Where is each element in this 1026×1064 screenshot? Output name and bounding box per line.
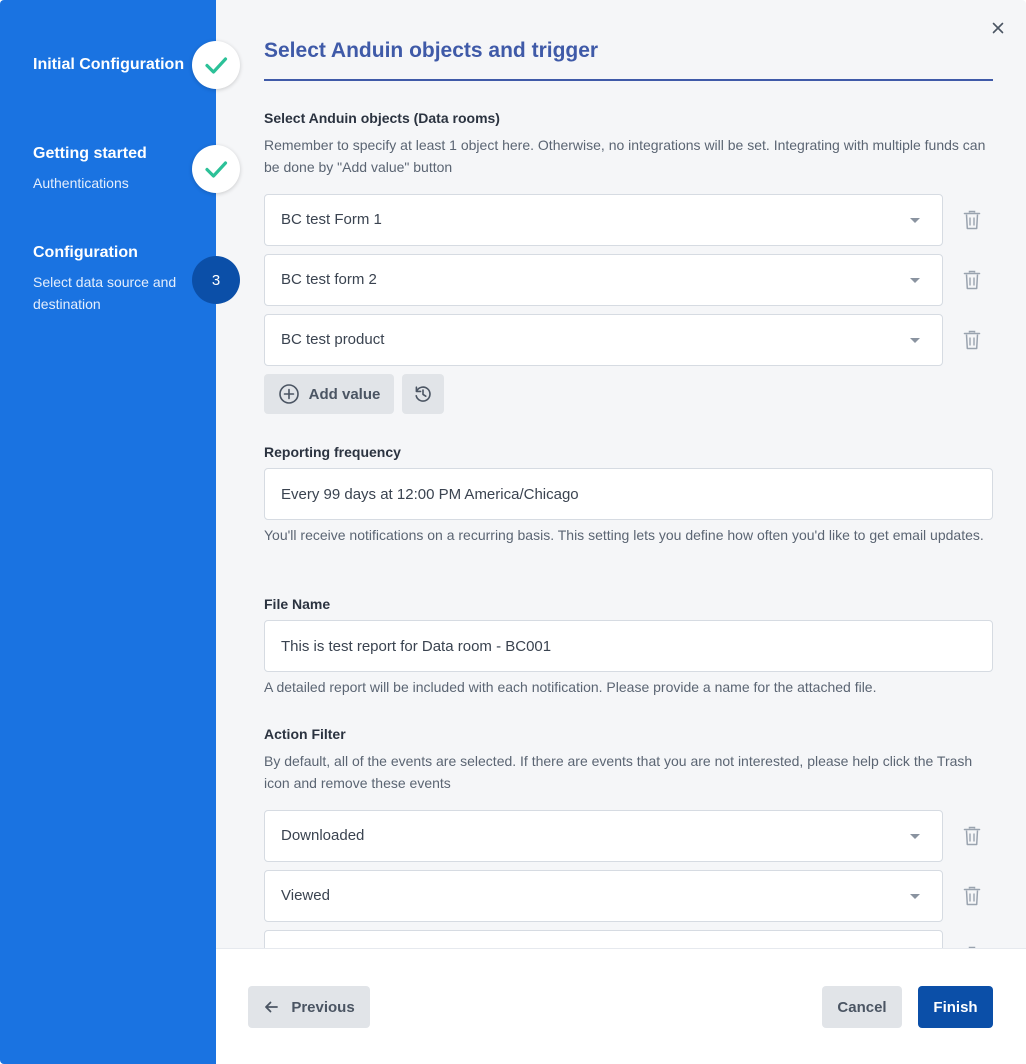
frequency-help: You'll receive notifications on a recurring basis. This setting lets you define how often you'd like to get email updates.: [264, 527, 984, 543]
finish-label: Finish: [933, 998, 978, 1016]
add-value-button[interactable]: [264, 374, 394, 414]
reset-values-button[interactable]: [402, 374, 444, 414]
object-select[interactable]: [264, 194, 943, 246]
frequency-label: Reporting frequency: [264, 444, 401, 460]
remove-object-button[interactable]: [961, 208, 983, 232]
select-value: Viewed: [281, 887, 330, 904]
select-value: BC test product: [281, 331, 385, 348]
close-icon: [992, 22, 1004, 34]
step-subtitle: Select data source and destination: [33, 274, 177, 312]
caret-down-icon: [910, 278, 920, 283]
select-value: BC test form 2: [281, 271, 377, 288]
add-value-label: Add value: [308, 385, 381, 403]
file-name-help: A detailed report will be included with each notification. Please provide a name for the attached file.: [264, 679, 877, 695]
step-title: Getting started: [33, 145, 147, 162]
objects-help: Remember to specify at least 1 object here. Otherwise, no integrations will be set. Integrating with multiple funds can be done by "Add value" button: [264, 137, 986, 175]
modal-footer: [216, 948, 1026, 1064]
action-filter-label: Action Filter: [264, 726, 346, 742]
finish-button[interactable]: [918, 986, 993, 1028]
step-title: Initial Configuration: [33, 56, 185, 73]
select-value: Downloaded: [281, 827, 365, 844]
trash-icon: [963, 210, 981, 230]
plus-circle-icon: [278, 383, 300, 405]
step-initial-configuration[interactable]: [33, 55, 184, 75]
title-divider: [264, 79, 993, 81]
caret-down-icon: [910, 834, 920, 839]
file-name-label: File Name: [264, 596, 331, 612]
action-select[interactable]: [264, 810, 943, 862]
remove-action-button[interactable]: [961, 884, 983, 908]
trash-icon: [963, 270, 981, 290]
action-select[interactable]: [264, 870, 943, 922]
close-button[interactable]: [988, 18, 1008, 38]
step-number: 3: [211, 271, 221, 289]
objects-label: Select Anduin objects (Data rooms): [264, 110, 500, 126]
step-title: Configuration: [33, 244, 138, 261]
trash-icon: [963, 886, 981, 906]
history-icon: [413, 384, 433, 404]
caret-down-icon: [910, 894, 920, 899]
steps-sidebar: [0, 0, 221, 1064]
cancel-label: Cancel: [837, 998, 887, 1016]
remove-object-button[interactable]: [961, 268, 983, 292]
page-title: Select Anduin objects and trigger: [264, 39, 599, 62]
step-subtitle: Authentications: [33, 175, 129, 191]
action-select[interactable]: [264, 930, 943, 948]
action-filter-help: By default, all of the events are selected. If there are events that you are not interested, please help click the Trash icon and remove these events: [264, 753, 973, 791]
arrow-left-icon: [263, 999, 279, 1015]
trash-icon: [963, 330, 981, 350]
object-select[interactable]: [264, 254, 943, 306]
remove-object-button[interactable]: [961, 328, 983, 352]
caret-down-icon: [910, 338, 920, 343]
step-getting-started[interactable]: [33, 144, 193, 194]
select-value: BC test Form 1: [281, 211, 382, 228]
object-select[interactable]: [264, 314, 943, 366]
cancel-button[interactable]: [822, 986, 902, 1028]
previous-button[interactable]: [248, 986, 370, 1028]
remove-action-button[interactable]: [961, 824, 983, 848]
frequency-input[interactable]: [264, 468, 993, 520]
content-panel: [216, 0, 1026, 948]
step-configuration[interactable]: [33, 243, 193, 315]
caret-down-icon: [910, 218, 920, 223]
previous-label: Previous: [291, 998, 355, 1016]
trash-icon: [963, 826, 981, 846]
file-name-input[interactable]: [264, 620, 993, 672]
